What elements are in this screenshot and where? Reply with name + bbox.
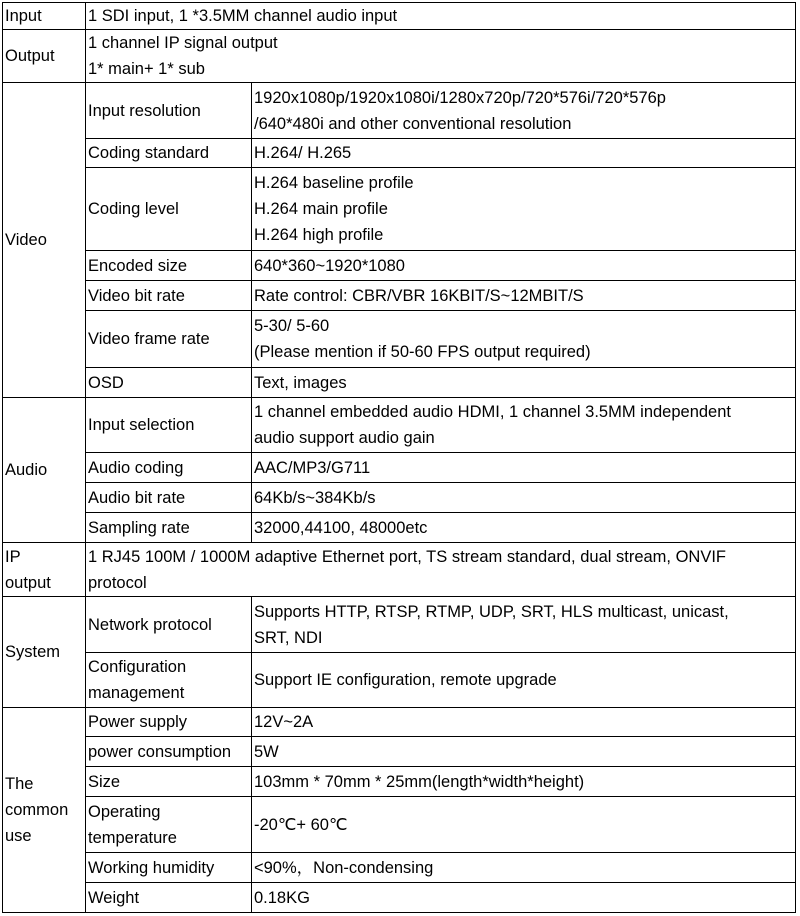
value-line: 1920x1080p/1920x1080i/1280x720p/720*576i/720*576p (254, 88, 666, 107)
param-value: Text, images (252, 368, 796, 398)
value-line: 1 SDI input, 1 *3.5MM channel audio input (88, 7, 398, 25)
category-line: output (5, 573, 51, 592)
param-name: Video bit rate (86, 281, 252, 311)
param-name: power consumption (86, 737, 252, 767)
name-line: management (88, 684, 185, 702)
row-coding-standard (3, 139, 796, 168)
row-video-bit-rate (3, 281, 796, 311)
param-value (252, 168, 796, 251)
param-value: <90%，Non-condensing (252, 853, 796, 883)
value-line: audio support audio gain (254, 429, 435, 447)
category-line: common (5, 801, 69, 819)
param-name: Coding standard (86, 139, 252, 168)
value-line: 1* main+ 1* sub (88, 60, 205, 78)
value-line: (Please mention if 50-60 FPS output required) (254, 343, 591, 361)
param-value: 32000,44100, 48000etc (252, 513, 796, 543)
value-line: H.264 baseline profile (254, 174, 414, 192)
param-name (86, 653, 252, 708)
row-output (3, 30, 796, 83)
row-video-frame-rate (3, 311, 796, 368)
value-output (86, 30, 796, 83)
param-value: 64Kb/s~384Kb/s (252, 483, 796, 513)
value-line: /640*480i and other conventional resolution (254, 114, 572, 133)
name-line: temperature (88, 828, 177, 847)
param-name: Encoded size (86, 251, 252, 281)
param-value: 0.18KG (252, 883, 796, 913)
row-input (3, 3, 796, 30)
param-value (252, 597, 796, 653)
value-line: Supports HTTP, RTSP, RTMP, UDP, SRT, HLS multicast, unicast, (254, 602, 729, 621)
value-line: 1 RJ45 100M / 1000M adaptive Ethernet port, TS stream standard, dual stream, ONVIF (88, 547, 727, 566)
category-input: Input (3, 3, 86, 30)
row-power-supply (3, 708, 796, 737)
param-value (252, 83, 796, 139)
category-ip-output (3, 543, 86, 597)
category-line: IP (5, 547, 21, 566)
name-line: Operating (88, 802, 161, 821)
value-input (86, 3, 796, 30)
param-name: Audio coding (86, 453, 252, 483)
row-coding-level (3, 168, 796, 251)
param-name: OSD (86, 368, 252, 398)
category-video: Video (3, 83, 86, 398)
param-value: Support IE configuration, remote upgrade (252, 653, 796, 708)
param-name: Audio bit rate (86, 483, 252, 513)
row-size (3, 767, 796, 797)
param-value: 12V~2A (252, 708, 796, 737)
param-value (252, 398, 796, 453)
param-value: H.264/ H.265 (252, 139, 796, 168)
param-name: Input resolution (86, 83, 252, 139)
row-sampling-rate (3, 513, 796, 543)
row-weight (3, 883, 796, 913)
value-line: H.264 high profile (254, 226, 384, 244)
param-value: Rate control: CBR/VBR 16KBIT/S~12MBIT/S (252, 281, 796, 311)
param-name: Input selection (86, 398, 252, 453)
row-input-resolution (3, 83, 796, 139)
row-encoded-size (3, 251, 796, 281)
param-value: 103mm * 70mm * 25mm(length*width*height) (252, 767, 796, 797)
category-common-use (3, 708, 86, 913)
category-audio: Audio (3, 398, 86, 543)
param-value: -20℃+ 60℃ (252, 797, 796, 853)
spec-table (2, 2, 796, 913)
row-audio-bit-rate (3, 483, 796, 513)
param-value: AAC/MP3/G711 (252, 453, 796, 483)
row-network-protocol (3, 597, 796, 653)
param-name (86, 797, 252, 853)
row-configuration-management (3, 653, 796, 708)
param-name: Weight (86, 883, 252, 913)
row-operating-temperature (3, 797, 796, 853)
row-input-selection (3, 398, 796, 453)
param-name: Coding level (86, 168, 252, 251)
row-ip-output (3, 543, 796, 597)
category-output: Output (3, 30, 86, 83)
value-line: SRT, NDI (254, 628, 323, 647)
value-line: protocol (88, 573, 147, 592)
param-name: Size (86, 767, 252, 797)
row-osd (3, 368, 796, 398)
param-name: Power supply (86, 708, 252, 737)
category-system: System (3, 597, 86, 708)
param-value (252, 311, 796, 368)
row-audio-coding (3, 453, 796, 483)
param-value: 5W (252, 737, 796, 767)
category-line: use (5, 827, 32, 845)
value-line: 1 channel embedded audio HDMI, 1 channel 3.5MM independent (254, 403, 731, 421)
value-line: 1 channel IP signal output (88, 34, 278, 52)
param-name: Working humidity (86, 853, 252, 883)
row-power-consumption (3, 737, 796, 767)
row-working-humidity (3, 853, 796, 883)
param-name: Network protocol (86, 597, 252, 653)
param-value: 640*360~1920*1080 (252, 251, 796, 281)
param-name: Sampling rate (86, 513, 252, 543)
value-line: 5-30/ 5-60 (254, 317, 330, 335)
category-line: The (5, 775, 34, 793)
value-line: H.264 main profile (254, 200, 388, 218)
param-name: Video frame rate (86, 311, 252, 368)
value-ip-output (86, 543, 796, 597)
name-line: Configuration (88, 658, 187, 676)
